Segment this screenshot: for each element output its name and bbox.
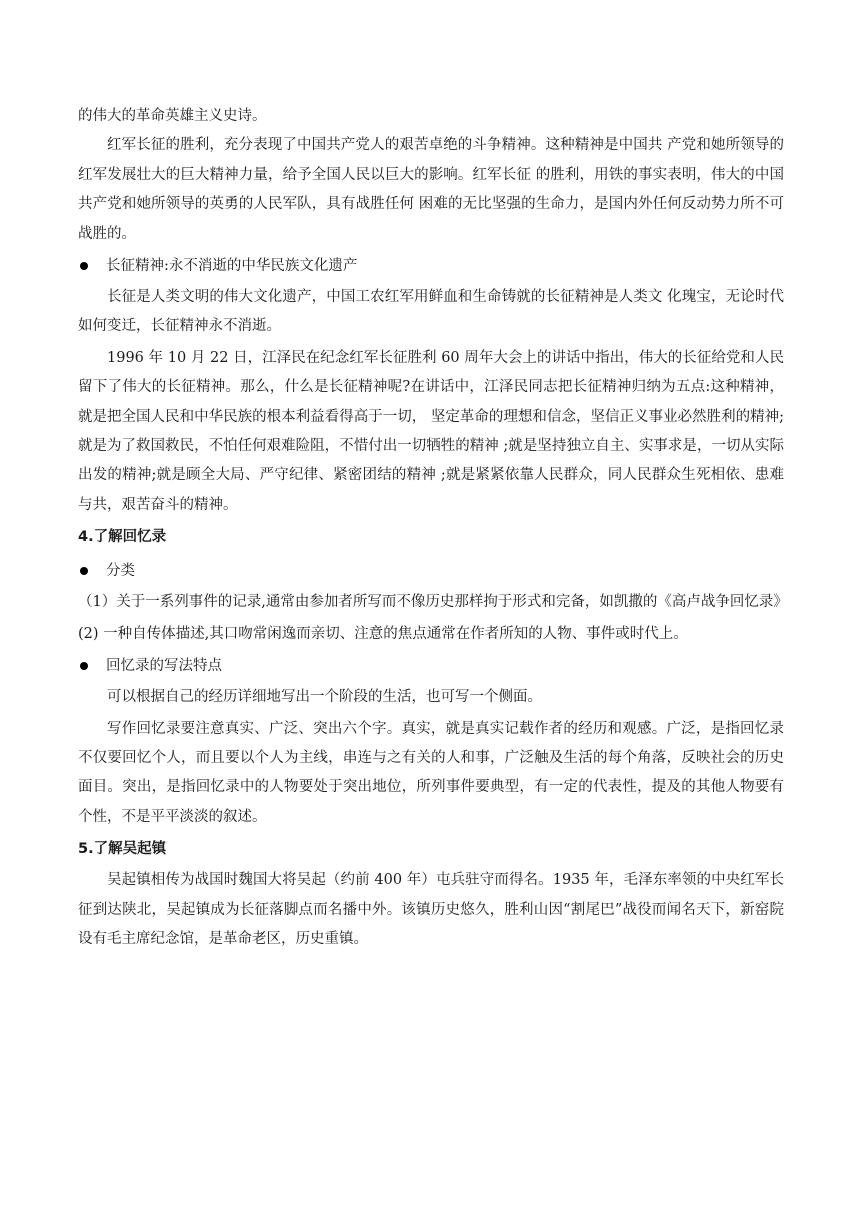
paragraph-spirit-1: 长征是人类文明的伟大文化遗产，中国工农红军用鲜血和生命铸就的长征精神是人类文 化瑰宝，无论时代如何变迁，长征精神永不消逝。 xyxy=(78,289,784,335)
paragraph-victory: 红军长征的胜利，充分表现了中国共产党人的艰苦卓绝的斗争精神。这种精神是中国共 产党和她所领导的红军发展壮大的巨大精神力量，给予全国人民以巨大的影响。红军长征 的胜利，用铁的事实表明，伟大的中国共产党和她所领导的英勇的人民军队，具有战胜任何 困难的无比坚强的生命力，是国内外任何反动势力所不可战胜的。 xyxy=(78,137,784,242)
bullet-label: 分类 xyxy=(106,563,135,580)
bullet-dot-icon xyxy=(80,262,88,270)
paragraph-intro-tail: 的伟大的革命英雄主义史诗。 xyxy=(78,108,267,124)
bullet-dot-icon xyxy=(80,662,88,670)
paragraph-features-1: 可以根据自己的经历详细地写出一个阶段的生活，也可写一个侧面。 xyxy=(107,689,542,706)
bullet-label: 回忆录的写法特点 xyxy=(106,658,222,675)
bullet-label: 长征精神:永不消逝的中华民族文化遗产 xyxy=(106,258,358,275)
list-item-1: （1）关于一系列事件的记录,通常由参加者所写而不像历史那样拘于形式和完备，如凯撒的《高卢战争回忆录》 xyxy=(78,594,788,611)
bullet-item-features xyxy=(78,649,784,683)
section-heading-wuqi: 5.了解吴起镇 xyxy=(78,841,167,858)
bullet-dot-icon xyxy=(80,567,88,575)
paragraph-spirit-2: 1996 年 10 月 22 日，江泽民在纪念红军长征胜利 60 周年大会上的讲话中指出，伟大的长征给党和人民留下了伟大的长征精神。那么，什么是长征精神呢?在讲话中，江泽民同志把长征精神归纳为五点:这种精神，就是把全国人民和中华民族的根本利益看得高于一切， 坚定革命的理想和信念，坚信正义事业必然胜利的精神;就是为了救国救民，不怕任何艰难险阻，不惜付出一切牺牲的精神 ;就是坚持独立自主、实事求是，一切从实际出发的精神;就是顾全大局、严守纪律、紧密团结的精神 ;就是紧紧依靠人民群众，同人民群众生死相依、患难与共，艰苦奋斗的精神。 xyxy=(78,349,784,513)
bullet-item-spirit xyxy=(78,249,784,283)
section-heading-memoir: 4.了解回忆录 xyxy=(78,529,167,546)
bullet-item-category xyxy=(78,554,784,588)
paragraph-wuqi: 吴起镇相传为战国时魏国大将吴起（约前 400 年）屯兵驻守而得名。1935 年，毛泽东率领的中央红军长征到达陕北，吴起镇成为长征落脚点而名播中外。该镇历史悠久，胜利山因“割尾巴”战役而闻名天下，新窑院设有毛主席纪念馆，是革命老区，历史重镇。 xyxy=(78,872,784,947)
list-item-2: (2) 一种自传体描述,其口吻常闲逸而亲切、注意的焦点通常在作者所知的人物、事件或时代上。 xyxy=(78,625,688,642)
paragraph-features-2: 写作回忆录要注意真实、广泛、突出六个字。真实，就是真实记载作者的经历和观感。广泛，是指回忆录不仅要回忆个人，而且要以个人为主线，串连与之有关的人和事，广泛触及生活的每个角落，反映社会的历史面目。突出，是指回忆录中的人物要处于突出地位，所列事件要典型，有一定的代表性，提及的其他人物要有个性，不是平平淡淡的叙述。 xyxy=(78,720,784,825)
document-body xyxy=(78,102,788,954)
